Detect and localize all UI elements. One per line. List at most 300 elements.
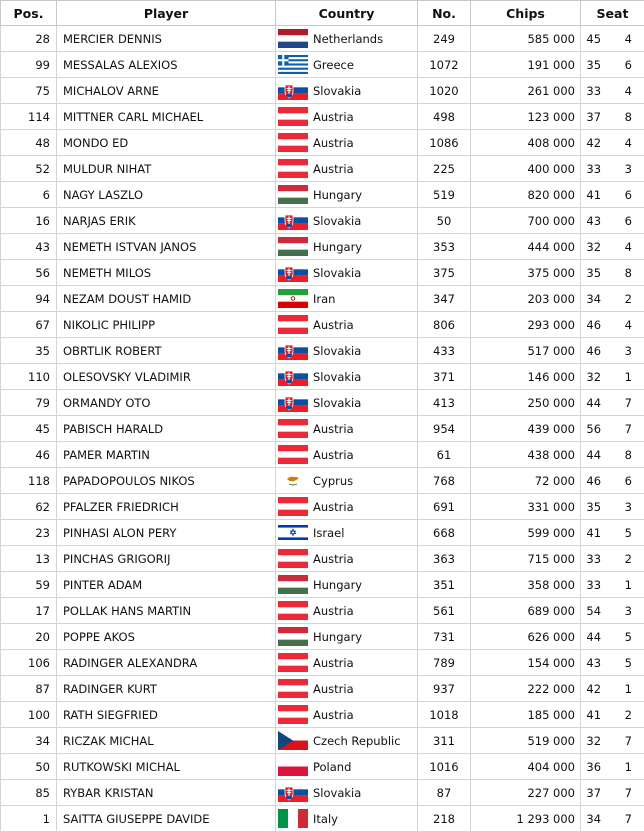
country-name: Austria bbox=[313, 656, 354, 670]
chip-count: 250 000 bbox=[471, 390, 581, 416]
table-row bbox=[1, 130, 644, 156]
player-name: RATH SIEGFRIED bbox=[57, 702, 276, 728]
seat-number: 2 bbox=[607, 286, 644, 312]
table-number: 42 bbox=[581, 676, 607, 702]
position-cell: 75 bbox=[1, 78, 57, 104]
country-cell bbox=[276, 650, 418, 676]
country-cell bbox=[276, 442, 418, 468]
table-row bbox=[1, 260, 644, 286]
player-number: 561 bbox=[418, 598, 471, 624]
table-row bbox=[1, 702, 644, 728]
seat-number: 7 bbox=[607, 780, 644, 806]
table-number: 34 bbox=[581, 806, 607, 832]
position-cell: 45 bbox=[1, 416, 57, 442]
country-name: Iran bbox=[313, 292, 335, 306]
chip-count: 227 000 bbox=[471, 780, 581, 806]
table-row bbox=[1, 234, 644, 260]
player-name: PFALZER FRIEDRICH bbox=[57, 494, 276, 520]
country-name: Czech Republic bbox=[313, 734, 401, 748]
country-name: Austria bbox=[313, 318, 354, 332]
position-cell: 48 bbox=[1, 130, 57, 156]
table-row bbox=[1, 52, 644, 78]
chip-count: 358 000 bbox=[471, 572, 581, 598]
player-number: 218 bbox=[418, 806, 471, 832]
table-row bbox=[1, 806, 644, 832]
player-name: MONDO ED bbox=[57, 130, 276, 156]
position-cell: 79 bbox=[1, 390, 57, 416]
player-name: PAPADOPOULOS NIKOS bbox=[57, 468, 276, 494]
chip-count: 1 293 000 bbox=[471, 806, 581, 832]
table-number: 34 bbox=[581, 286, 607, 312]
player-number: 351 bbox=[418, 572, 471, 598]
seat-number: 5 bbox=[607, 624, 644, 650]
table-row bbox=[1, 676, 644, 702]
player-name: NARJAS ERIK bbox=[57, 208, 276, 234]
italy-flag-icon bbox=[278, 809, 308, 828]
austria-flag-icon bbox=[278, 653, 308, 672]
chip-count: 185 000 bbox=[471, 702, 581, 728]
country-cell bbox=[276, 806, 418, 832]
seat-number: 4 bbox=[607, 312, 644, 338]
header-chips[interactable]: Chips bbox=[471, 1, 581, 26]
country-name: Italy bbox=[313, 812, 338, 826]
austria-flag-icon bbox=[278, 159, 308, 178]
chip-count: 519 000 bbox=[471, 728, 581, 754]
country-cell bbox=[276, 104, 418, 130]
table-row bbox=[1, 546, 644, 572]
player-number: 363 bbox=[418, 546, 471, 572]
country-name: Austria bbox=[313, 162, 354, 176]
chip-count: 331 000 bbox=[471, 494, 581, 520]
player-name: PINCHAS GRIGORIJ bbox=[57, 546, 276, 572]
country-cell bbox=[276, 676, 418, 702]
position-cell: 59 bbox=[1, 572, 57, 598]
country-name: Austria bbox=[313, 708, 354, 722]
table-number: 56 bbox=[581, 416, 607, 442]
table-number: 46 bbox=[581, 468, 607, 494]
player-name: RUTKOWSKI MICHAL bbox=[57, 754, 276, 780]
netherlands-flag-icon bbox=[278, 29, 308, 48]
player-number: 954 bbox=[418, 416, 471, 442]
iran-flag-icon bbox=[278, 289, 308, 308]
position-cell: 28 bbox=[1, 26, 57, 52]
chip-count: 517 000 bbox=[471, 338, 581, 364]
table-row bbox=[1, 312, 644, 338]
seat-number: 5 bbox=[607, 520, 644, 546]
poland-flag-icon bbox=[278, 757, 308, 776]
country-name: Cyprus bbox=[313, 474, 353, 488]
country-name: Israel bbox=[313, 526, 344, 540]
country-name: Austria bbox=[313, 110, 354, 124]
table-number: 41 bbox=[581, 520, 607, 546]
position-cell: 94 bbox=[1, 286, 57, 312]
chip-count: 404 000 bbox=[471, 754, 581, 780]
country-name: Greece bbox=[313, 58, 354, 72]
country-name: Slovakia bbox=[313, 396, 361, 410]
table-row bbox=[1, 416, 644, 442]
seat-number: 1 bbox=[607, 754, 644, 780]
player-number: 498 bbox=[418, 104, 471, 130]
country-name: Hungary bbox=[313, 578, 362, 592]
country-cell bbox=[276, 156, 418, 182]
slovakia-flag-icon bbox=[278, 783, 308, 802]
table-number: 33 bbox=[581, 546, 607, 572]
header-pos[interactable]: Pos. bbox=[1, 1, 57, 26]
player-number: 937 bbox=[418, 676, 471, 702]
header-no[interactable]: No. bbox=[418, 1, 471, 26]
player-number: 347 bbox=[418, 286, 471, 312]
seat-number: 3 bbox=[607, 338, 644, 364]
slovakia-flag-icon bbox=[278, 81, 308, 100]
table-number: 45 bbox=[581, 26, 607, 52]
table-number: 46 bbox=[581, 338, 607, 364]
player-number: 371 bbox=[418, 364, 471, 390]
seat-number: 7 bbox=[607, 806, 644, 832]
chip-count: 626 000 bbox=[471, 624, 581, 650]
country-name: Austria bbox=[313, 552, 354, 566]
table-row bbox=[1, 728, 644, 754]
table-number: 41 bbox=[581, 702, 607, 728]
slovakia-flag-icon bbox=[278, 341, 308, 360]
israel-flag-icon bbox=[278, 523, 308, 542]
player-name: OBRTLIK ROBERT bbox=[57, 338, 276, 364]
chip-count: 375 000 bbox=[471, 260, 581, 286]
table-number: 32 bbox=[581, 728, 607, 754]
header-seat[interactable]: Seat bbox=[581, 1, 644, 26]
hungary-flag-icon bbox=[278, 575, 308, 594]
position-cell: 87 bbox=[1, 676, 57, 702]
seat-number: 2 bbox=[607, 546, 644, 572]
table-row bbox=[1, 364, 644, 390]
seat-number: 7 bbox=[607, 728, 644, 754]
country-name: Austria bbox=[313, 448, 354, 462]
table-number: 37 bbox=[581, 780, 607, 806]
country-cell bbox=[276, 546, 418, 572]
player-number: 806 bbox=[418, 312, 471, 338]
hungary-flag-icon bbox=[278, 237, 308, 256]
country-cell bbox=[276, 338, 418, 364]
country-name: Austria bbox=[313, 422, 354, 436]
player-name: NIKOLIC PHILIPP bbox=[57, 312, 276, 338]
player-number: 691 bbox=[418, 494, 471, 520]
country-cell bbox=[276, 208, 418, 234]
seat-number: 3 bbox=[607, 598, 644, 624]
player-name: POLLAK HANS MARTIN bbox=[57, 598, 276, 624]
position-cell: 99 bbox=[1, 52, 57, 78]
austria-flag-icon bbox=[278, 107, 308, 126]
table-row bbox=[1, 754, 644, 780]
chip-count: 261 000 bbox=[471, 78, 581, 104]
table-number: 32 bbox=[581, 234, 607, 260]
country-name: Netherlands bbox=[313, 32, 383, 46]
country-name: Poland bbox=[313, 760, 351, 774]
seat-number: 3 bbox=[607, 494, 644, 520]
position-cell: 114 bbox=[1, 104, 57, 130]
seat-number: 8 bbox=[607, 260, 644, 286]
table-row bbox=[1, 442, 644, 468]
player-number: 353 bbox=[418, 234, 471, 260]
country-cell bbox=[276, 364, 418, 390]
slovakia-flag-icon bbox=[278, 211, 308, 230]
country-cell bbox=[276, 52, 418, 78]
chip-count: 293 000 bbox=[471, 312, 581, 338]
hungary-flag-icon bbox=[278, 627, 308, 646]
table-row bbox=[1, 390, 644, 416]
country-cell bbox=[276, 754, 418, 780]
country-name: Austria bbox=[313, 682, 354, 696]
player-number: 1072 bbox=[418, 52, 471, 78]
chip-count: 408 000 bbox=[471, 130, 581, 156]
country-name: Slovakia bbox=[313, 266, 361, 280]
country-cell bbox=[276, 416, 418, 442]
table-number: 33 bbox=[581, 156, 607, 182]
player-name: RADINGER ALEXANDRA bbox=[57, 650, 276, 676]
country-cell bbox=[276, 624, 418, 650]
player-name: OLESOVSKY VLADIMIR bbox=[57, 364, 276, 390]
position-cell: 13 bbox=[1, 546, 57, 572]
seat-number: 1 bbox=[607, 364, 644, 390]
player-number: 413 bbox=[418, 390, 471, 416]
table-number: 54 bbox=[581, 598, 607, 624]
table-body bbox=[1, 26, 644, 832]
chip-count: 439 000 bbox=[471, 416, 581, 442]
country-cell bbox=[276, 286, 418, 312]
table-number: 33 bbox=[581, 78, 607, 104]
seat-number: 2 bbox=[607, 702, 644, 728]
table-row bbox=[1, 572, 644, 598]
player-number: 311 bbox=[418, 728, 471, 754]
position-cell: 85 bbox=[1, 780, 57, 806]
country-name: Austria bbox=[313, 136, 354, 150]
cyprus-flag-icon bbox=[278, 471, 308, 490]
country-name: Austria bbox=[313, 604, 354, 618]
country-cell bbox=[276, 78, 418, 104]
player-name: MICHALOV ARNE bbox=[57, 78, 276, 104]
chip-count: 700 000 bbox=[471, 208, 581, 234]
chip-count: 222 000 bbox=[471, 676, 581, 702]
player-name: PINTER ADAM bbox=[57, 572, 276, 598]
seat-number: 3 bbox=[607, 156, 644, 182]
country-cell bbox=[276, 572, 418, 598]
country-cell bbox=[276, 260, 418, 286]
austria-flag-icon bbox=[278, 705, 308, 724]
player-number: 1018 bbox=[418, 702, 471, 728]
player-name: RICZAK MICHAL bbox=[57, 728, 276, 754]
table-number: 35 bbox=[581, 260, 607, 286]
chip-count: 585 000 bbox=[471, 26, 581, 52]
player-name: SAITTA GIUSEPPE DAVIDE bbox=[57, 806, 276, 832]
czech-republic-flag-icon bbox=[278, 731, 308, 750]
player-number: 789 bbox=[418, 650, 471, 676]
chip-count: 444 000 bbox=[471, 234, 581, 260]
seat-number: 4 bbox=[607, 26, 644, 52]
country-name: Slovakia bbox=[313, 344, 361, 358]
table-number: 33 bbox=[581, 572, 607, 598]
player-name: PAMER MARTIN bbox=[57, 442, 276, 468]
player-number: 50 bbox=[418, 208, 471, 234]
player-name: NEMETH MILOS bbox=[57, 260, 276, 286]
table-number: 43 bbox=[581, 208, 607, 234]
position-cell: 52 bbox=[1, 156, 57, 182]
player-number: 1016 bbox=[418, 754, 471, 780]
country-name: Slovakia bbox=[313, 84, 361, 98]
country-cell bbox=[276, 312, 418, 338]
table-number: 35 bbox=[581, 494, 607, 520]
player-name: MESSALAS ALEXIOS bbox=[57, 52, 276, 78]
country-name: Hungary bbox=[313, 630, 362, 644]
table-row bbox=[1, 26, 644, 52]
table-row bbox=[1, 650, 644, 676]
austria-flag-icon bbox=[278, 315, 308, 334]
country-cell bbox=[276, 182, 418, 208]
position-cell: 6 bbox=[1, 182, 57, 208]
chip-count: 715 000 bbox=[471, 546, 581, 572]
country-cell bbox=[276, 468, 418, 494]
table-row bbox=[1, 78, 644, 104]
player-number: 519 bbox=[418, 182, 471, 208]
header-player[interactable]: Player bbox=[57, 1, 276, 26]
austria-flag-icon bbox=[278, 497, 308, 516]
seat-number: 1 bbox=[607, 676, 644, 702]
seat-number: 7 bbox=[607, 416, 644, 442]
table-row bbox=[1, 494, 644, 520]
seat-number: 7 bbox=[607, 390, 644, 416]
table-number: 35 bbox=[581, 52, 607, 78]
position-cell: 17 bbox=[1, 598, 57, 624]
player-name: NEMETH ISTVAN JANOS bbox=[57, 234, 276, 260]
player-name: PINHASI ALON PERY bbox=[57, 520, 276, 546]
table-row bbox=[1, 208, 644, 234]
chip-count: 400 000 bbox=[471, 156, 581, 182]
table-row bbox=[1, 468, 644, 494]
table-number: 36 bbox=[581, 754, 607, 780]
player-number: 768 bbox=[418, 468, 471, 494]
slovakia-flag-icon bbox=[278, 263, 308, 282]
position-cell: 62 bbox=[1, 494, 57, 520]
header-row bbox=[1, 1, 644, 26]
player-number: 375 bbox=[418, 260, 471, 286]
country-name: Slovakia bbox=[313, 214, 361, 228]
header-country[interactable]: Country bbox=[276, 1, 418, 26]
seat-number: 5 bbox=[607, 650, 644, 676]
country-cell bbox=[276, 702, 418, 728]
seat-number: 8 bbox=[607, 104, 644, 130]
seat-number: 4 bbox=[607, 130, 644, 156]
seat-number: 6 bbox=[607, 468, 644, 494]
seat-number: 6 bbox=[607, 208, 644, 234]
table-row bbox=[1, 780, 644, 806]
greece-flag-icon bbox=[278, 55, 308, 74]
country-cell bbox=[276, 26, 418, 52]
table-number: 42 bbox=[581, 130, 607, 156]
country-name: Hungary bbox=[313, 188, 362, 202]
country-cell bbox=[276, 234, 418, 260]
table-row bbox=[1, 338, 644, 364]
country-cell bbox=[276, 780, 418, 806]
player-name: PABISCH HARALD bbox=[57, 416, 276, 442]
player-number: 433 bbox=[418, 338, 471, 364]
table-number: 46 bbox=[581, 312, 607, 338]
chip-count: 203 000 bbox=[471, 286, 581, 312]
position-cell: 16 bbox=[1, 208, 57, 234]
table-number: 37 bbox=[581, 104, 607, 130]
table-row bbox=[1, 156, 644, 182]
austria-flag-icon bbox=[278, 419, 308, 438]
position-cell: 118 bbox=[1, 468, 57, 494]
chip-count: 123 000 bbox=[471, 104, 581, 130]
player-number: 1020 bbox=[418, 78, 471, 104]
austria-flag-icon bbox=[278, 549, 308, 568]
seat-number: 4 bbox=[607, 234, 644, 260]
position-cell: 46 bbox=[1, 442, 57, 468]
chip-count: 689 000 bbox=[471, 598, 581, 624]
chip-count: 146 000 bbox=[471, 364, 581, 390]
player-name: MITTNER CARL MICHAEL bbox=[57, 104, 276, 130]
player-number: 668 bbox=[418, 520, 471, 546]
table-number: 43 bbox=[581, 650, 607, 676]
player-name: MULDUR NIHAT bbox=[57, 156, 276, 182]
player-number: 87 bbox=[418, 780, 471, 806]
player-name: MERCIER DENNIS bbox=[57, 26, 276, 52]
austria-flag-icon bbox=[278, 133, 308, 152]
player-name: ORMANDY OTO bbox=[57, 390, 276, 416]
country-cell bbox=[276, 728, 418, 754]
position-cell: 56 bbox=[1, 260, 57, 286]
position-cell: 110 bbox=[1, 364, 57, 390]
hungary-flag-icon bbox=[278, 185, 308, 204]
position-cell: 100 bbox=[1, 702, 57, 728]
country-cell bbox=[276, 494, 418, 520]
table-row bbox=[1, 182, 644, 208]
player-number: 1086 bbox=[418, 130, 471, 156]
position-cell: 23 bbox=[1, 520, 57, 546]
player-number: 61 bbox=[418, 442, 471, 468]
country-name: Hungary bbox=[313, 240, 362, 254]
chip-count: 72 000 bbox=[471, 468, 581, 494]
table-row bbox=[1, 104, 644, 130]
player-number: 731 bbox=[418, 624, 471, 650]
country-name: Austria bbox=[313, 500, 354, 514]
position-cell: 43 bbox=[1, 234, 57, 260]
player-number: 249 bbox=[418, 26, 471, 52]
country-cell bbox=[276, 390, 418, 416]
austria-flag-icon bbox=[278, 601, 308, 620]
table-row bbox=[1, 598, 644, 624]
player-name: POPPE AKOS bbox=[57, 624, 276, 650]
position-cell: 106 bbox=[1, 650, 57, 676]
table-row bbox=[1, 286, 644, 312]
austria-flag-icon bbox=[278, 679, 308, 698]
chip-count: 438 000 bbox=[471, 442, 581, 468]
table-row bbox=[1, 520, 644, 546]
position-cell: 67 bbox=[1, 312, 57, 338]
seat-number: 4 bbox=[607, 78, 644, 104]
table-number: 41 bbox=[581, 182, 607, 208]
seat-number: 1 bbox=[607, 572, 644, 598]
chip-count: 599 000 bbox=[471, 520, 581, 546]
table-number: 44 bbox=[581, 390, 607, 416]
country-cell bbox=[276, 520, 418, 546]
player-name: NAGY LASZLO bbox=[57, 182, 276, 208]
player-number: 225 bbox=[418, 156, 471, 182]
position-cell: 34 bbox=[1, 728, 57, 754]
seat-number: 6 bbox=[607, 52, 644, 78]
table-number: 44 bbox=[581, 624, 607, 650]
position-cell: 1 bbox=[1, 806, 57, 832]
chip-count: 191 000 bbox=[471, 52, 581, 78]
table-number: 32 bbox=[581, 364, 607, 390]
player-name: NEZAM DOUST HAMID bbox=[57, 286, 276, 312]
